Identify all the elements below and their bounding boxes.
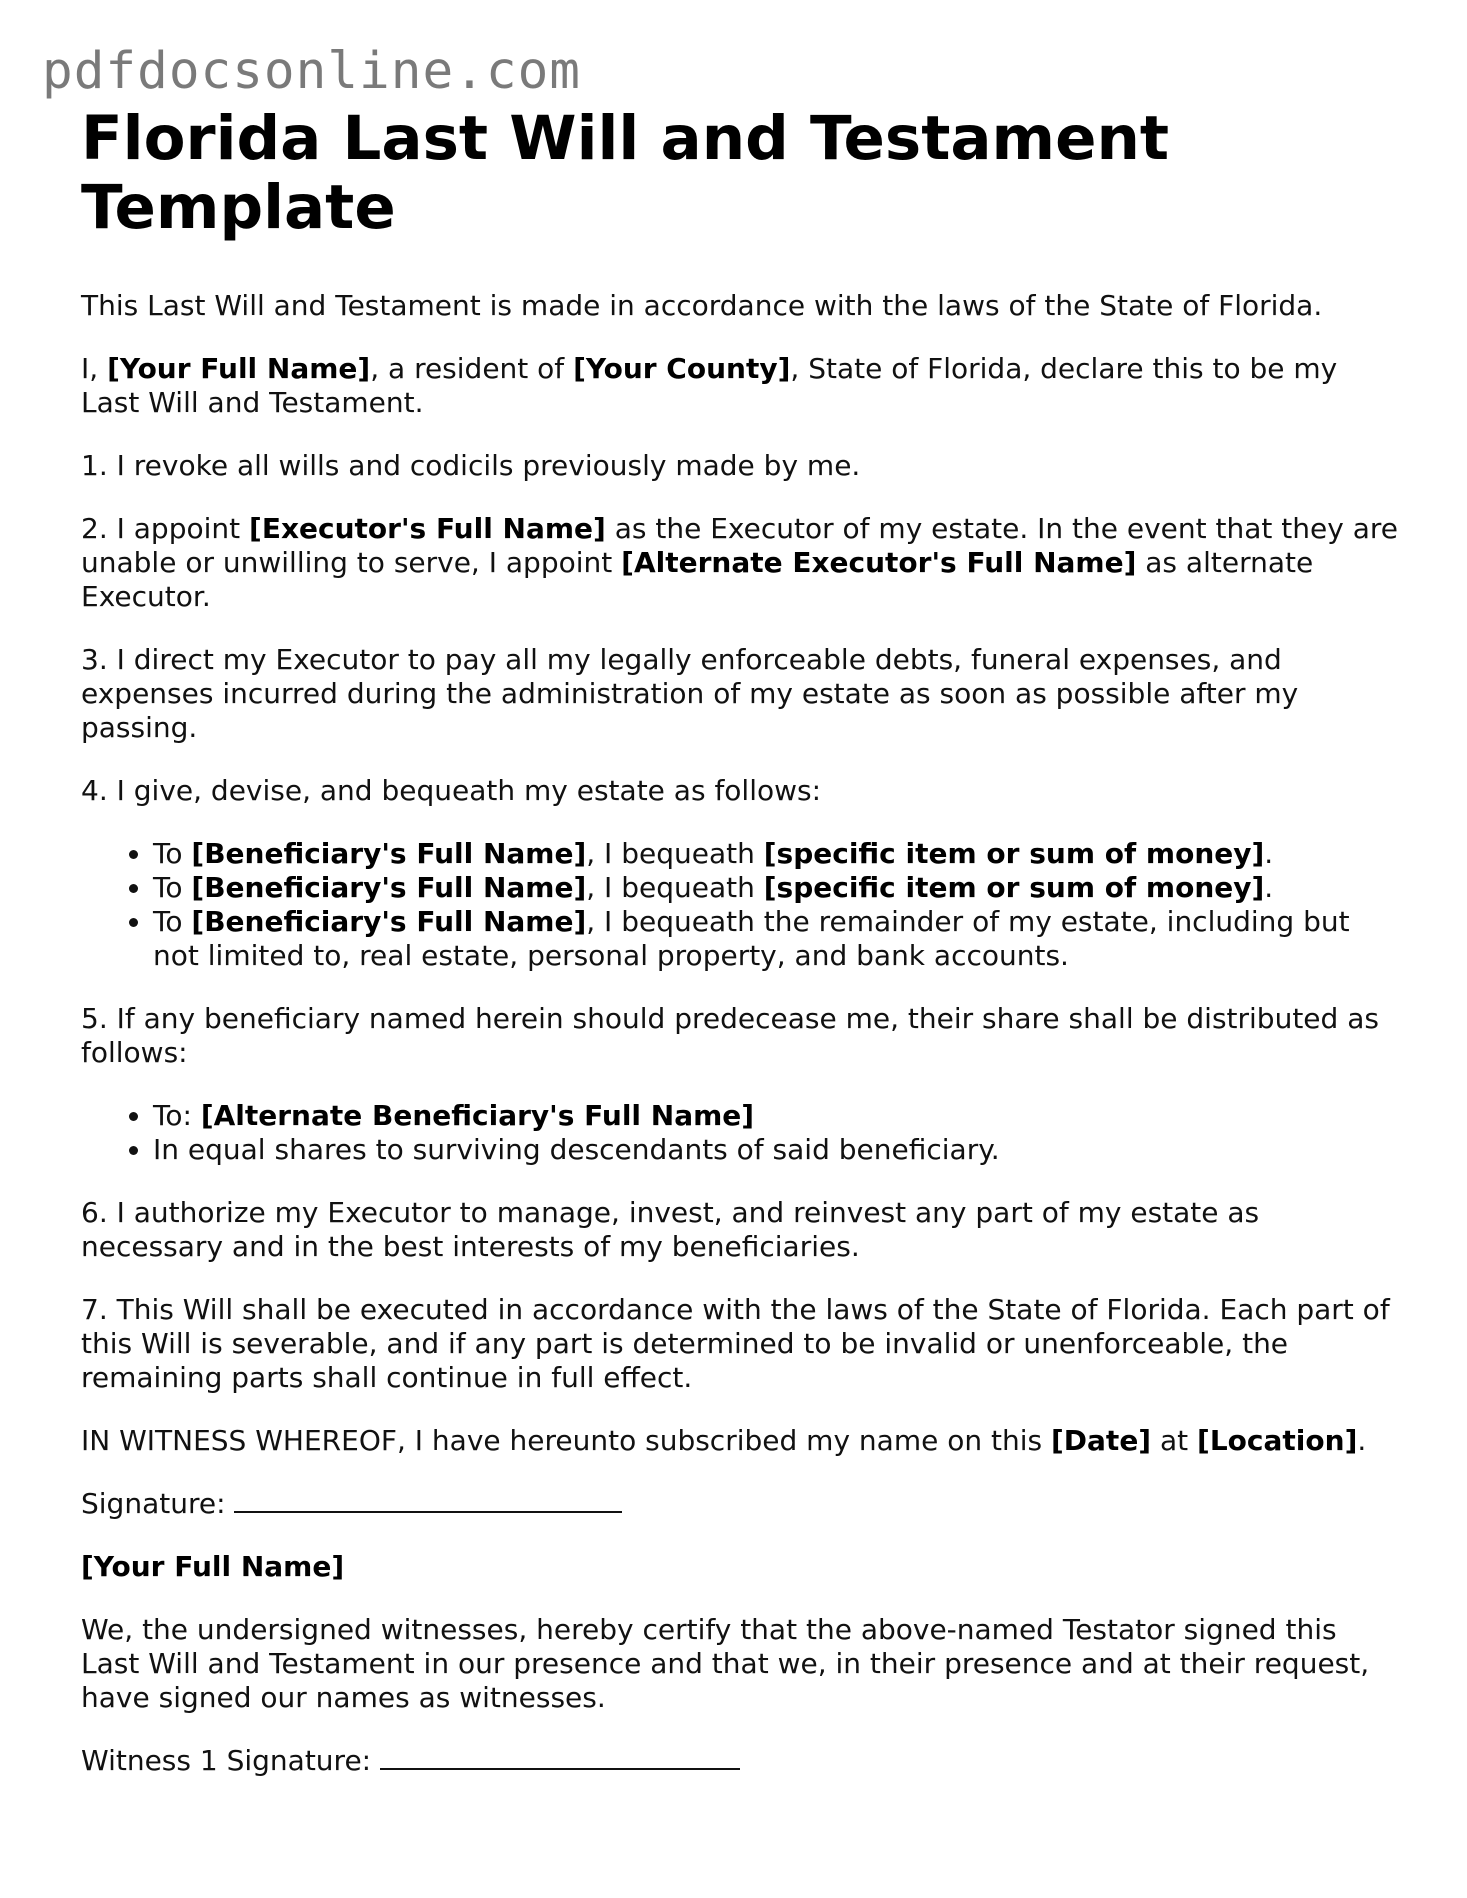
executor-placeholder: [Executor's Full Name] (249, 512, 606, 545)
list-item (153, 837, 1401, 871)
list-item (153, 1099, 1401, 1133)
period: . (1264, 871, 1274, 904)
witness-1-label: Witness 1 Signature: (81, 1744, 381, 1777)
gift-placeholder: [specific item or sum of money] (763, 871, 1265, 904)
signer-name-placeholder: [Your Full Name] (81, 1550, 345, 1583)
period: . (1357, 1424, 1367, 1457)
declaration-mid: , a resident of (370, 352, 574, 385)
signature-field[interactable] (234, 1487, 622, 1513)
remainder-text: , I bequeath the remainder of my estate, including but not limited to, real estate, personal property, and bank accounts. (153, 905, 1350, 972)
to-label: To (153, 871, 192, 904)
location-placeholder: [Location] (1197, 1424, 1358, 1457)
testator-name-placeholder: [Your Full Name] (107, 352, 371, 385)
bequest-list (81, 837, 1401, 973)
bequeath-text: , I bequeath (586, 871, 764, 904)
gift-placeholder: [specific item or sum of money] (763, 837, 1265, 870)
declaration-prefix: I, (81, 352, 108, 385)
period: . (1264, 837, 1274, 870)
alternate-executor-placeholder: [Alternate Executor's Full Name] (621, 546, 1137, 579)
alternate-beneficiary-placeholder: [Alternate Beneficiary's Full Name] (200, 1099, 755, 1132)
watermark: pdfdocsonline.com (42, 42, 581, 101)
clause-2-prefix: 2. I appoint (81, 512, 250, 545)
date-placeholder: [Date] (1051, 1424, 1152, 1457)
clause-2 (81, 512, 1401, 614)
list-item (153, 871, 1401, 905)
clause-3: 3. I direct my Executor to pay all my legally enforceable debts, funeral expenses, and expenses incurred during the administration of my estate as soon as possible after my passing. (81, 643, 1299, 744)
county-placeholder: [Your County] (573, 352, 791, 385)
to-label: To (153, 905, 192, 938)
signature-line (81, 1487, 1401, 1521)
clause-2-suffix: as alternate Executor. (81, 546, 1314, 613)
document-page (81, 104, 1401, 1807)
signer-name-paragraph (81, 1550, 1401, 1584)
to-label: To (153, 837, 192, 870)
page-title: Florida Last Will and Testament Template (81, 103, 1170, 243)
clause-5-intro: 5. If any beneficiary named herein should predecease me, their share shall be distributed as follows: (81, 1002, 1379, 1069)
signature-label: Signature: (81, 1487, 235, 1520)
bequeath-text: , I bequeath (586, 837, 764, 870)
clause-7: 7. This Will shall be executed in accordance with the laws of the State of Florida. Each part of this Will is severable, and if any part is determined to be invalid or unenforceable, the remaining parts shall continue in full effect. (81, 1293, 1390, 1394)
witness-whereof-prefix: IN WITNESS WHEREOF, I have hereunto subscribed my name on this (81, 1424, 1051, 1457)
witness-whereof-mid: at (1151, 1424, 1198, 1457)
to-label: To: (153, 1099, 201, 1132)
clause-2-mid: as the Executor of my estate. In the event that they are unable or unwilling to serve, I appoint (81, 512, 1398, 579)
list-item: • In equal shares to surviving descendants of said beneficiary. (153, 1133, 1401, 1167)
witness-whereof-paragraph (81, 1424, 1401, 1458)
declaration-suffix: , State of Florida, declare this to be my Last Will and Testament. (81, 352, 1338, 419)
clause-1: 1. I revoke all wills and codicils previously made by me. (81, 449, 861, 482)
clause-6: 6. I authorize my Executor to manage, invest, and reinvest any part of my estate as necessary and in the best interests of my beneficiaries. (81, 1196, 1260, 1263)
beneficiary-placeholder: [Beneficiary's Full Name] (191, 871, 587, 904)
list-item (153, 905, 1401, 973)
witness-1-signature-field[interactable] (380, 1744, 740, 1770)
clause-4-intro: 4. I give, devise, and bequeath my estate as follows: (81, 774, 822, 807)
predecease-list (81, 1099, 1401, 1167)
declaration-paragraph (81, 352, 1401, 420)
intro-paragraph: This Last Will and Testament is made in accordance with the laws of the State of Florida. (81, 289, 1323, 322)
witness-1-signature-line (81, 1744, 1401, 1778)
witness-statement: We, the undersigned witnesses, hereby certify that the above-named Testator signed this Last Will and Testament in our presence and that we, in their presence and at their request, have signed our names as witnesses. (81, 1613, 1370, 1714)
beneficiary-placeholder: [Beneficiary's Full Name] (191, 837, 587, 870)
beneficiary-placeholder: [Beneficiary's Full Name] (191, 905, 587, 938)
